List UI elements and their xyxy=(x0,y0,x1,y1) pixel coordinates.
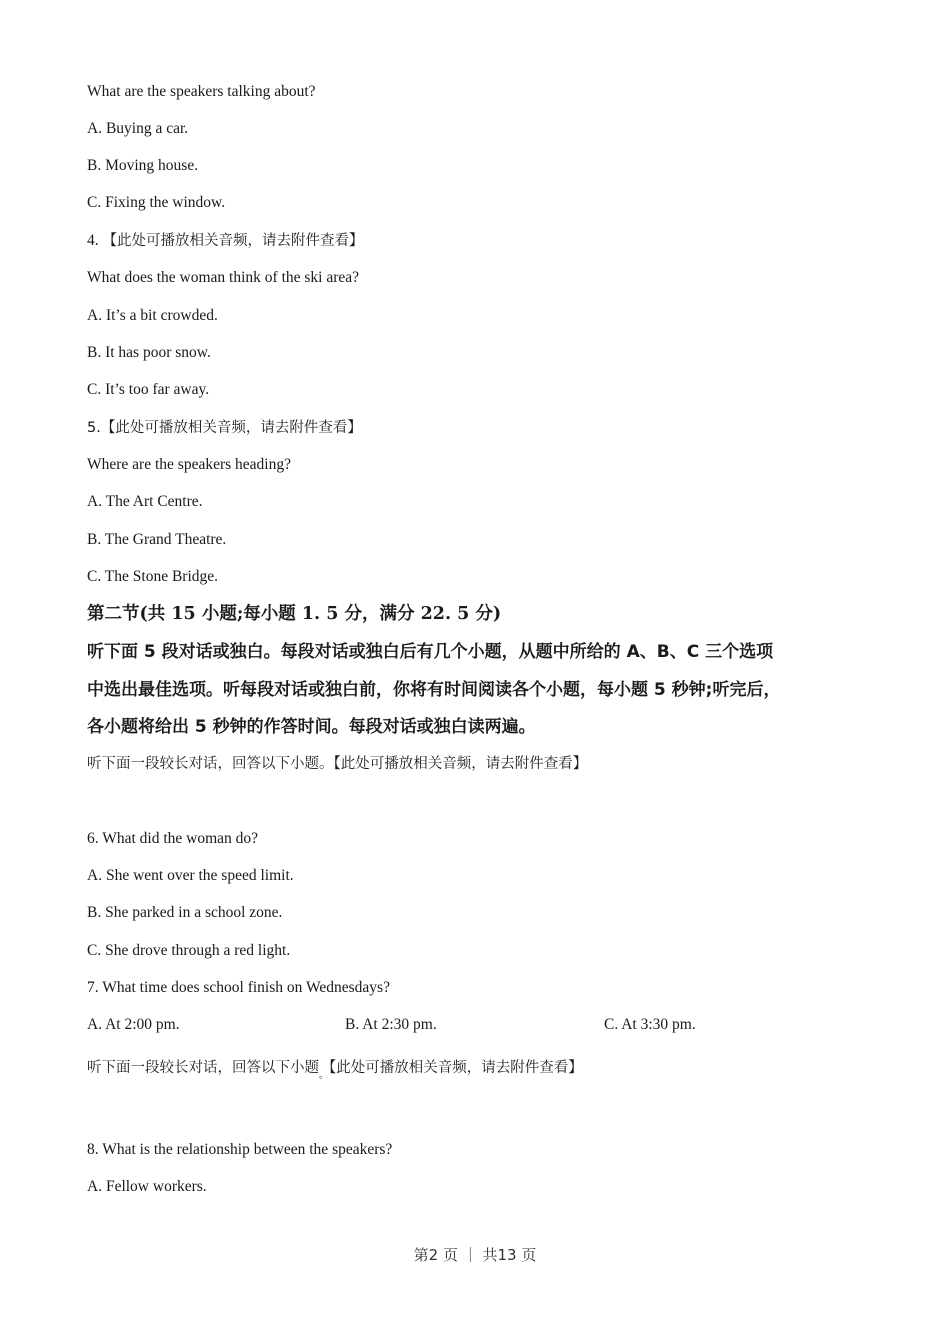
q4-option-a: A. It’s a bit crowded. xyxy=(87,307,218,324)
dialogue2-intro-text: 听下面一段较长对话，回答以下小题 xyxy=(87,1060,319,1076)
q4-option-c: C. It’s too far away. xyxy=(87,381,210,398)
q5-option-c: C. The Stone Bridge. xyxy=(87,568,219,585)
q4-header xyxy=(87,231,364,251)
q6-option-b: B. She parked in a school zone. xyxy=(87,904,283,921)
q6-option-c: C. She drove through a red light. xyxy=(87,942,291,959)
q4-audio-link[interactable]: 【此处可播放相关音频，请去附件查看】 xyxy=(102,233,364,249)
q7-question: 7. What time does school finish on Wednesdays? xyxy=(87,979,390,996)
q5-option-b: B. The Grand Theatre. xyxy=(87,531,227,548)
q7-option-c: C. At 3:30 pm. xyxy=(604,1016,696,1033)
q4-question: What does the woman think of the ski area? xyxy=(87,269,360,286)
page-footer: 第2 页 ｜ 共13 页 xyxy=(413,1246,537,1264)
section2-instructions-2: 中选出最佳选项。听每段对话或独白前，你将有时间阅读各个小题，每小题 5 秒钟;听完后， xyxy=(87,680,781,700)
q6-question: 6. What did the woman do? xyxy=(87,830,259,847)
q8-question: 8. What is the relationship between the speakers? xyxy=(87,1141,393,1158)
section2-instructions-1: 听下面 5 段对话或独白。每段对话或独白后有几个小题，从题中所给的 A、B、C 三个选项 xyxy=(87,642,774,662)
q6-option-a: A. She went over the speed limit. xyxy=(87,867,294,884)
dialogue2-intro[interactable] xyxy=(87,1058,583,1086)
q3-option-c: C. Fixing the window. xyxy=(87,194,226,211)
q5-audio-link[interactable]: 5.【此处可播放相关音频，请去附件查看】 xyxy=(87,420,362,436)
q3-option-a: A. Buying a car. xyxy=(87,120,189,137)
q3-question: What are the speakers talking about? xyxy=(87,83,316,100)
q8-option-a: A. Fellow workers. xyxy=(87,1178,207,1195)
q7-option-a: A. At 2:00 pm. xyxy=(87,1016,180,1033)
q4-option-b: B. It has poor snow. xyxy=(87,344,211,361)
q3-option-b: B. Moving house. xyxy=(87,157,199,174)
q7-option-b: B. At 2:30 pm. xyxy=(345,1016,437,1033)
q4-number: 4. xyxy=(87,232,99,249)
q5-question: Where are the speakers heading? xyxy=(87,456,291,473)
dialogue1-intro[interactable]: 听下面一段较长对话，回答以下小题。【此处可播放相关音频，请去附件查看】 xyxy=(87,756,588,772)
dialogue2-intro-period: 。 xyxy=(319,1070,329,1081)
dialogue2-audio-link[interactable]: 【此处可播放相关音频，请去附件查看】 xyxy=(329,1060,583,1076)
section2-instructions-3: 各小题将给出 5 秒钟的作答时间。每段对话或独白读两遍。 xyxy=(87,717,536,737)
q5-option-a: A. The Art Centre. xyxy=(87,493,203,510)
section2-heading: 第二节(共 15 小题;每小题 1. 5 分，满分 22. 5 分) xyxy=(87,604,502,624)
